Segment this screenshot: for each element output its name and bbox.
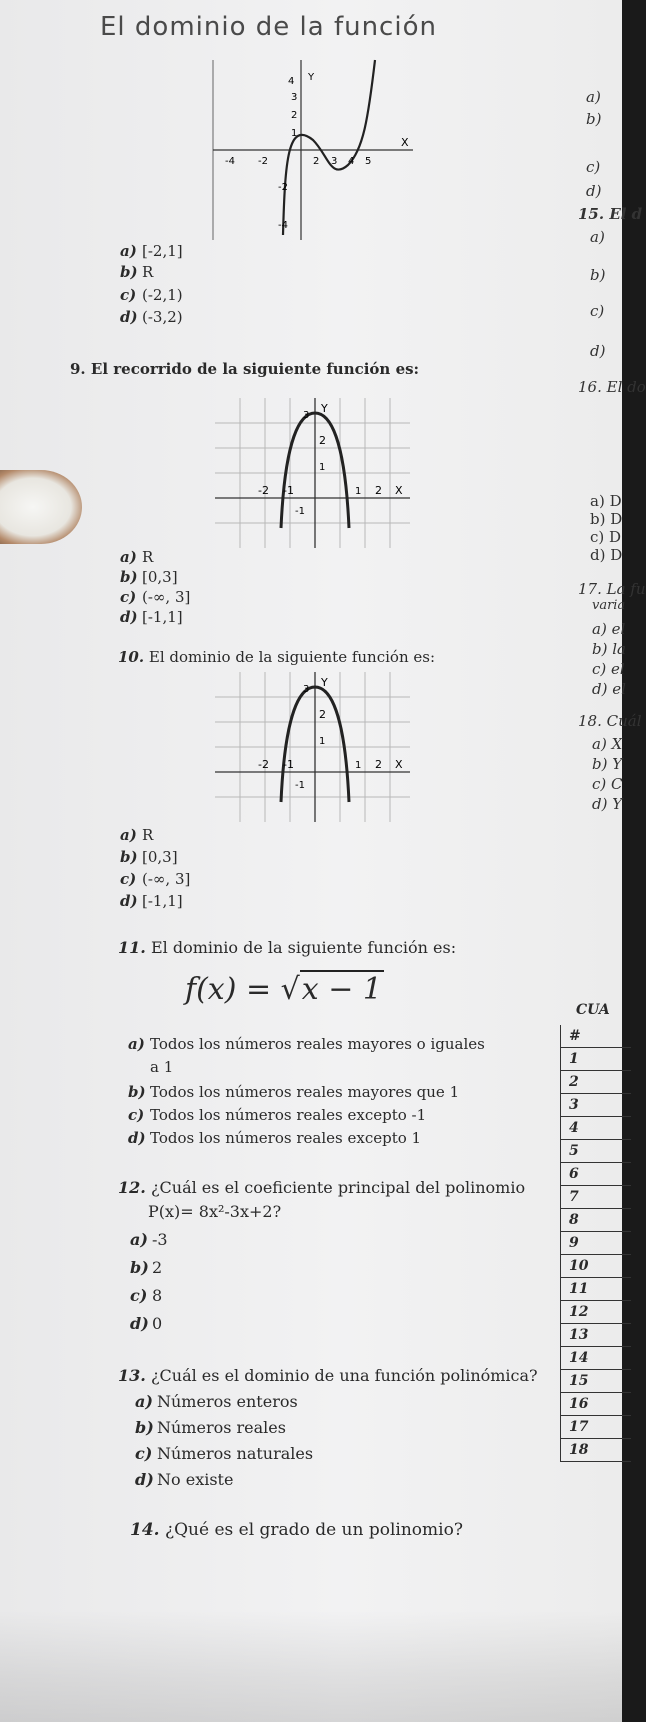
q9-option-c[interactable]: c) (-∞, 3] — [120, 588, 191, 606]
g1-tick-4: 4 — [288, 76, 295, 87]
answer-table-row[interactable]: 13 — [561, 1324, 631, 1347]
right-q17-a: a) el — [592, 620, 626, 638]
q11-stem: 11. El dominio de la siguiente función es: — [118, 938, 457, 957]
answer-table-row[interactable]: 1 — [561, 1048, 631, 1071]
g3-tick-3: 3 — [303, 684, 310, 695]
right-q14-d: d) — [586, 182, 602, 200]
g3-tick-neg2: -2 — [258, 758, 269, 771]
q8-option-c[interactable]: c) (-2,1) — [120, 286, 183, 304]
q13-option-b[interactable]: b) Números reales — [135, 1418, 286, 1437]
q14-stem: 14. ¿Qué es el grado de un polinomio? — [130, 1520, 463, 1540]
answer-table-row[interactable]: 12 — [561, 1301, 631, 1324]
g2-tick-yneg1: -1 — [295, 506, 305, 517]
g1-tick-x4: 4 — [348, 156, 355, 167]
answer-table-row[interactable]: 9 — [561, 1232, 631, 1255]
g2-label-x: X — [395, 484, 403, 497]
answer-table-row[interactable]: 17 — [561, 1416, 631, 1439]
answer-table-row[interactable]: 4 — [561, 1117, 631, 1140]
q11-option-b[interactable]: b) Todos los números reales mayores que 1 — [128, 1083, 460, 1101]
graph-parabola-domain — [215, 672, 410, 822]
right-q16-c: c) D — [590, 528, 622, 546]
g2-tick-x2: 2 — [375, 484, 382, 497]
right-q17-d: d) el — [592, 680, 626, 698]
answer-table-row[interactable]: 15 — [561, 1370, 631, 1393]
right-q18-d: d) Y — [592, 795, 623, 813]
g1-tick-x3: 3 — [331, 156, 338, 167]
answer-table-row[interactable]: 11 — [561, 1278, 631, 1301]
right-q15-a: a) — [590, 228, 605, 246]
answer-table-row[interactable]: 10 — [561, 1255, 631, 1278]
finger-photo-artifact — [0, 470, 82, 544]
q9-option-a[interactable]: a) R — [120, 548, 154, 566]
answer-table-row[interactable]: 18 — [561, 1439, 631, 1462]
g1-tick-neg2: -2 — [258, 156, 268, 167]
right-q17-stem: 17. La fu — [578, 580, 646, 598]
right-q14-b: b) — [586, 110, 602, 128]
q12-option-d[interactable]: d) 0 — [130, 1314, 163, 1333]
q11-option-d[interactable]: d) Todos los números reales excepto 1 — [128, 1129, 422, 1147]
q9-option-d[interactable]: d) [-1,1] — [120, 608, 183, 626]
answer-table-row[interactable]: 3 — [561, 1094, 631, 1117]
g1-tick-1: 1 — [291, 128, 298, 139]
handwritten-heading: El dominio de la función — [100, 12, 437, 42]
q10-option-c[interactable]: c) (-∞, 3] — [120, 870, 191, 888]
right-q16-b: b) D — [590, 510, 623, 528]
q9-stem: 9. El recorrido de la siguiente función es: — [70, 360, 420, 378]
g3-label-y: Y — [321, 676, 328, 689]
answer-table-row[interactable]: 16 — [561, 1393, 631, 1416]
g2-tick-2: 2 — [319, 434, 326, 447]
q10-option-d[interactable]: d) [-1,1] — [120, 892, 183, 910]
right-q18-c: c) C — [592, 775, 623, 793]
graph-parabola-range — [215, 398, 410, 548]
answer-table-row[interactable]: 7 — [561, 1186, 631, 1209]
g3-tick-x1: 1 — [355, 760, 362, 771]
g2-tick-neg2: -2 — [258, 484, 269, 497]
graph-cubic — [213, 60, 413, 240]
g1-tick-2: 2 — [291, 110, 298, 121]
g3-tick-x2: 2 — [375, 758, 382, 771]
g3-label-x: X — [395, 758, 403, 771]
right-q15-c: c) — [590, 302, 605, 320]
g2-tick-1: 1 — [319, 462, 326, 473]
answer-table-row[interactable]: 2 — [561, 1071, 631, 1094]
q13-stem: 13. ¿Cuál es el dominio de una función polinómica? — [118, 1366, 538, 1385]
answer-table-row[interactable]: 8 — [561, 1209, 631, 1232]
g2-tick-neg1: -1 — [283, 484, 294, 497]
g3-tick-neg1: -1 — [283, 758, 294, 771]
right-q16-stem: 16. El do — [578, 378, 646, 396]
answer-table-row[interactable]: 14 — [561, 1347, 631, 1370]
q10-option-a[interactable]: a) R — [120, 826, 154, 844]
answer-table-row[interactable]: 6 — [561, 1163, 631, 1186]
g2-label-y: Y — [321, 402, 328, 415]
g1-label-y: Y — [308, 72, 315, 83]
right-q15-d: d) — [590, 342, 606, 360]
right-q18-a: a) X — [592, 735, 623, 753]
g1-tick-3: 3 — [291, 92, 298, 103]
right-q15-stem: 15. El d — [578, 205, 643, 223]
q12-polynomial: P(x)= 8x²-3x+2? — [148, 1202, 282, 1221]
g3-tick-2: 2 — [319, 708, 326, 721]
answer-table-row[interactable]: 5 — [561, 1140, 631, 1163]
g1-label-x: X — [401, 136, 409, 149]
answer-table-row[interactable]: # — [561, 1025, 631, 1048]
q12-stem: 12. ¿Cuál es el coeficiente principal del polinomio — [118, 1178, 526, 1197]
q12-option-b[interactable]: b) 2 — [130, 1258, 163, 1277]
g3-tick-yneg1: -1 — [295, 780, 305, 791]
q13-option-d[interactable]: d) No existe — [135, 1470, 234, 1489]
right-q17-sub: varia — [592, 598, 626, 613]
right-q16-a: a) D — [590, 492, 622, 510]
photo-shadow — [0, 1610, 622, 1722]
g3-tick-1: 1 — [319, 736, 326, 747]
right-q18-stem: 18. Cuál — [578, 712, 642, 730]
q8-option-b[interactable]: b) R — [120, 263, 154, 281]
q8-option-d[interactable]: d) (-3,2) — [120, 308, 183, 326]
g1-tick-x5: 5 — [365, 156, 372, 167]
right-q15-b: b) — [590, 266, 606, 284]
right-q17-b: b) la — [592, 640, 626, 658]
answer-table-header: CUA — [576, 1002, 610, 1018]
g1-tick-yneg4: -4 — [278, 220, 288, 231]
q10-option-b[interactable]: b) [0,3] — [120, 848, 178, 866]
g2-tick-x1: 1 — [355, 486, 362, 497]
q11-option-a-cont: a 1 — [150, 1058, 174, 1076]
g2-tick-3: 3 — [303, 410, 310, 421]
q12-option-a[interactable]: a) -3 — [130, 1230, 168, 1249]
g1-tick-x2: 2 — [313, 156, 320, 167]
g1-tick-neg4: -4 — [225, 156, 235, 167]
q12-option-c[interactable]: c) 8 — [130, 1286, 163, 1305]
right-q14-c: c) — [586, 158, 601, 176]
right-q17-c: c) el — [592, 660, 625, 678]
q11-option-c[interactable]: c) Todos los números reales excepto -1 — [128, 1106, 427, 1124]
g1-tick-yneg2: -2 — [278, 182, 288, 193]
q11-formula: f(x) = √x − 1 — [185, 972, 382, 1007]
q11-option-a[interactable]: a) Todos los números reales mayores o iguales — [128, 1035, 485, 1053]
q13-option-a[interactable]: a) Números enteros — [135, 1392, 298, 1411]
q9-option-b[interactable]: b) [0,3] — [120, 568, 178, 586]
right-q18-b: b) Y — [592, 755, 623, 773]
q13-option-c[interactable]: c) Números naturales — [135, 1444, 314, 1463]
q10-stem: 10. El dominio de la siguiente función es: — [118, 648, 435, 666]
right-q14-a: a) — [586, 88, 601, 106]
q8-option-a[interactable]: a) [-2,1] — [120, 242, 183, 260]
answer-table — [560, 1025, 631, 1462]
right-q16-d: d) D — [590, 546, 623, 564]
